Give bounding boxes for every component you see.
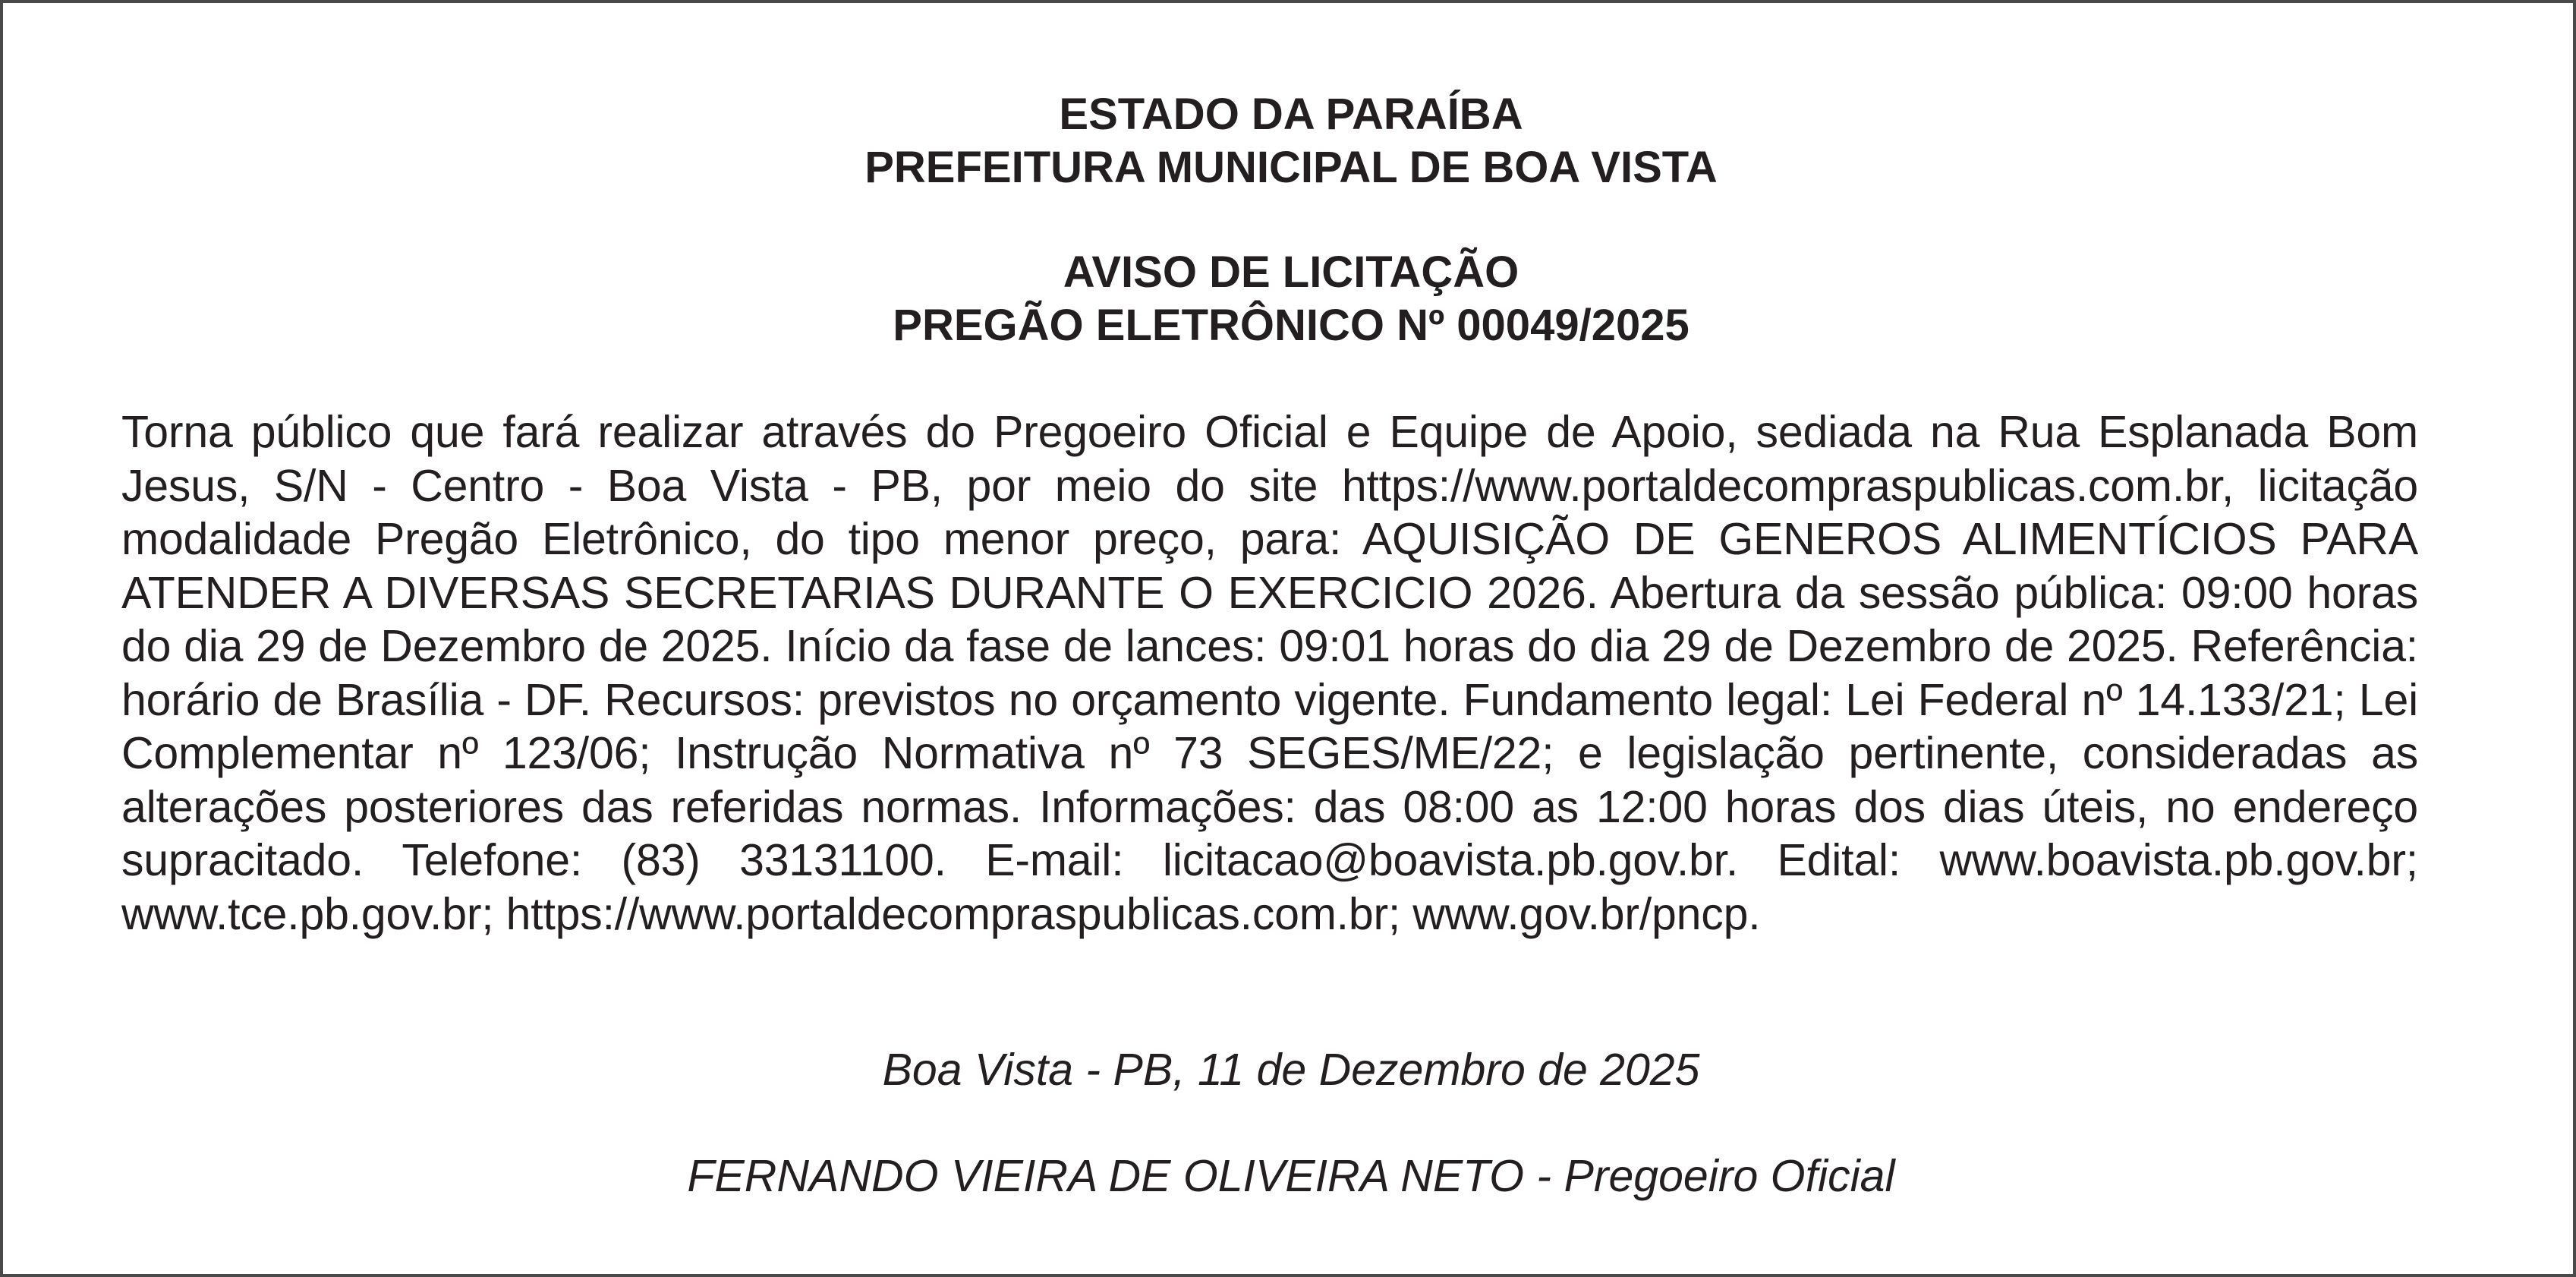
place-and-date: Boa Vista - PB, 11 de Dezembro de 2025 [882, 1045, 1700, 1095]
signature-line: FERNANDO VIEIRA DE OLIVEIRA NETO - Pregoeiro Oficial [687, 1151, 1895, 1201]
process-number: PREGÃO ELETRÔNICO Nº 00049/2025 [893, 301, 1690, 350]
state-heading: ESTADO DA PARAÍBA [1059, 90, 1523, 139]
city-hall-heading: PREFEITURA MUNICIPAL DE BOA VISTA [864, 143, 1718, 192]
notice-title: AVISO DE LICITAÇÃO [1063, 248, 1519, 297]
notice-body: Torna público que fará realizar através do Pregoeiro Oficial e Equipe de Apoio, sediada na Rua Esplanada Bom Jesus, S/N - Centro - Boa Vista - PB, por meio do site https://www.portaldecompraspublicas.com.br, licitação modalidade Pregão Eletrônico, do tipo menor preço, para: AQUISIÇÃO DE GENEROS ALIMENTÍCIOS PARA ATENDER A DIVERSAS SECRETARIAS DURANTE O EXERCICIO 2026. Abertura da sessão pública: 09:00 horas do dia 29 de Dezembro de 2025. Início da fase de lances: 09:01 horas do dia 29 de Dezembro de 2025. Referência: horário de Brasília - DF. Recursos: previstos no orçamento vigente. Fundamento legal: Lei Federal nº 14.133/21; Lei Complementar nº 123/06; Instrução Normativa nº 73 SEGES/ME/22; e legislação pertinente, consideradas as alterações posteriores das referidas normas. Informações: das 08:00 as 12:00 horas dos dias úteis, no endereço supracitado. Telefone: (83) 33131100. E-mail: licitacao@boavista.pb.gov.br. Edital: www.boavista.pb.gov.br; www.tce.pb.gov.br; https://www.portaldecompraspublicas.com.br; www.gov.br/pncp. [121, 407, 2418, 939]
